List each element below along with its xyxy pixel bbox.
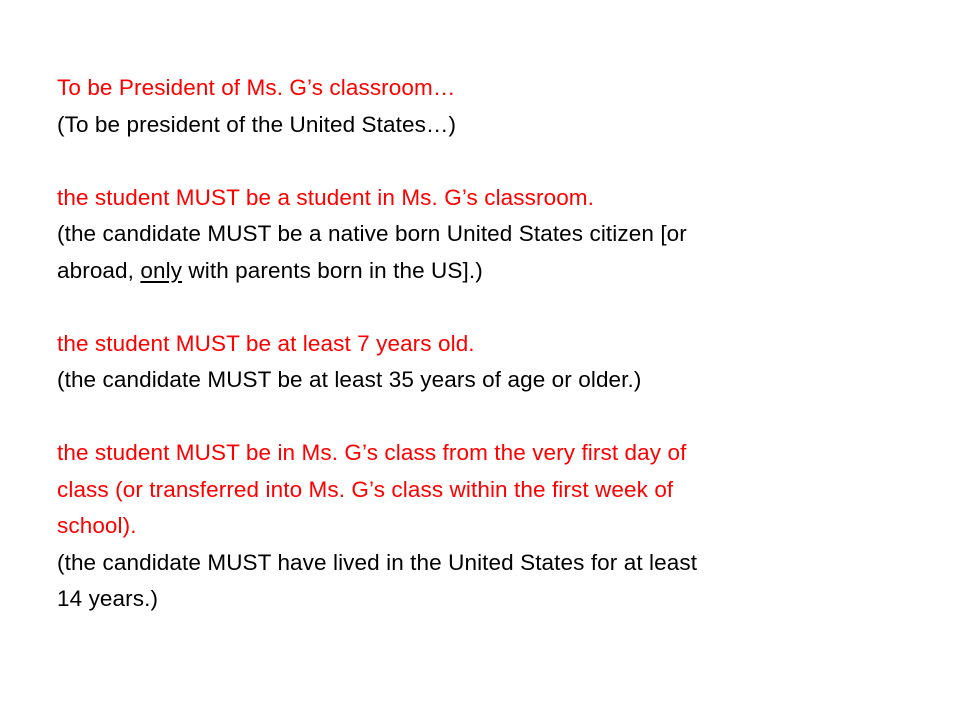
underlined-only: only (140, 257, 183, 283)
requirement-1-candidate-line-1: (the candidate MUST be a native born United States citizen [or (57, 221, 687, 246)
spacer (57, 143, 907, 180)
requirement-3-student-line-2: class (or transferred into Ms. G’s class within the first week of (57, 476, 674, 502)
slide-body (57, 70, 907, 618)
requirement-2-candidate: (the candidate MUST be at least 35 years of age or older.) (57, 367, 642, 392)
requirement-3-student-line-3: school). (57, 513, 137, 538)
requirement-1-candidate-pre: abroad, (57, 257, 141, 283)
spacer (57, 399, 907, 436)
requirement-2-student: the student MUST be at least 7 years old. (57, 330, 475, 356)
requirement-1-student: the student MUST be a student in Ms. G’s classroom. (57, 184, 595, 210)
requirement-3-candidate-line-2: 14 years.) (57, 586, 159, 611)
requirement-1-candidate-line-2 (57, 253, 907, 290)
requirement-3-candidate-line-1: (the candidate MUST have lived in the United States for at least (57, 549, 698, 575)
requirement-1-candidate-post: with parents born in the US].) (182, 257, 483, 283)
spacer (57, 289, 907, 326)
requirement-3-student-line-1: the student MUST be in Ms. G’s class from the very first day of (57, 440, 687, 465)
title-student: To be President of Ms. G’s classroom… (57, 75, 456, 100)
title-candidate: (To be president of the United States…) (57, 111, 457, 137)
